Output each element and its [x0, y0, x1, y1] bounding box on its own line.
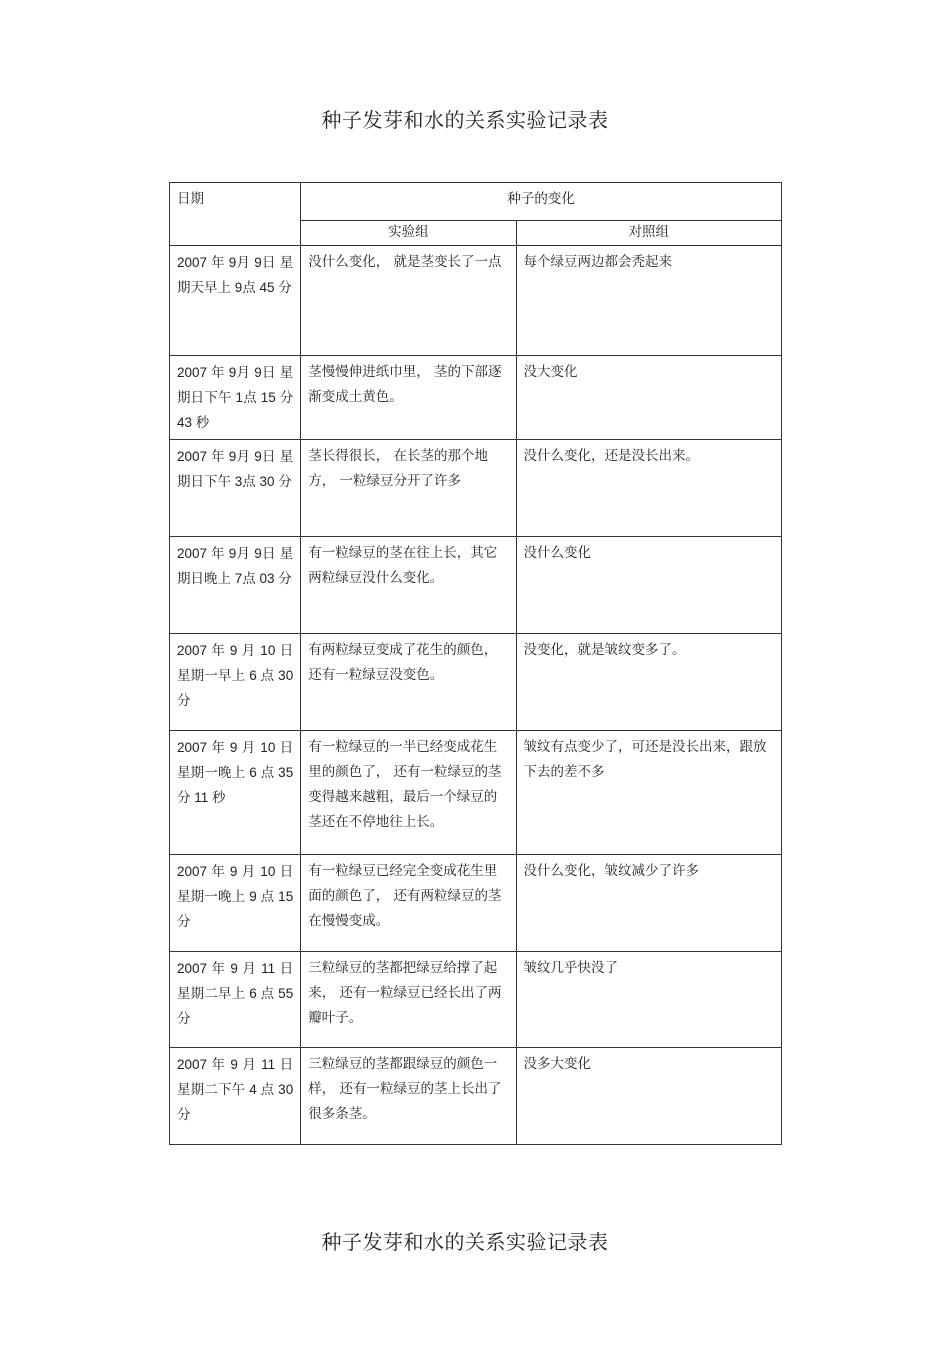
row-date: 2007 年 9月 9日 星期日晚上 7点 03 分 — [170, 537, 301, 634]
row-experimental: 茎慢慢伸进纸巾里， 茎的下部逐渐变成土黄色。 — [301, 356, 516, 440]
header-control-group: 对照组 — [516, 221, 781, 246]
table-row — [170, 731, 782, 855]
table-row — [170, 246, 782, 356]
row-date: 2007 年 9 月 11 日星期二下午 4 点 30 分 — [170, 1048, 301, 1145]
header-seed-changes: 种子的变化 — [301, 183, 782, 221]
table-row — [170, 952, 782, 1048]
table-row — [170, 537, 782, 634]
row-experimental: 三粒绿豆的茎都把绿豆给撑了起来， 还有一粒绿豆已经长出了两瓣叶子。 — [301, 952, 516, 1048]
row-control: 皱纹几乎快没了 — [516, 952, 781, 1048]
table-row — [170, 440, 782, 537]
row-date: 2007 年 9月 9日 星期天早上 9点 45 分 — [170, 246, 301, 356]
row-control: 没多大变化 — [516, 1048, 781, 1145]
table-row — [170, 855, 782, 952]
row-experimental: 茎长得很长， 在长茎的那个地方， 一粒绿豆分开了许多 — [301, 440, 516, 537]
row-experimental: 有两粒绿豆变成了花生的颜色，还有一粒绿豆没变色。 — [301, 634, 516, 731]
header-date: 日期 — [170, 183, 301, 246]
row-experimental: 有一粒绿豆的茎在往上长，其它两粒绿豆没什么变化。 — [301, 537, 516, 634]
table-row — [170, 634, 782, 731]
row-date: 2007 年 9 月 10 日星期一晚上 9 点 15 分 — [170, 855, 301, 952]
row-date: 2007 年 9 月 10 日星期一晚上 6 点 35 分 11 秒 — [170, 731, 301, 855]
table-row — [170, 356, 782, 440]
row-experimental: 有一粒绿豆已经完全变成花生里面的颜色了， 还有两粒绿豆的茎在慢慢变成。 — [301, 855, 516, 952]
row-control: 没什么变化，还是没长出来。 — [516, 440, 781, 537]
header-experimental-group: 实验组 — [301, 221, 516, 246]
table-header-row — [170, 183, 782, 221]
row-experimental: 有一粒绿豆的一半已经变成花生里的颜色了， 还有一粒绿豆的茎变得越来越粗，最后一个绿豆的茎还在不停地往上长。 — [301, 731, 516, 855]
row-control: 没什么变化，皱纹减少了许多 — [516, 855, 781, 952]
row-experimental: 三粒绿豆的茎都跟绿豆的颜色一样， 还有一粒绿豆的茎上长出了很多条茎。 — [301, 1048, 516, 1145]
page-title: 种子发芽和水的关系实验记录表 — [321, 108, 609, 132]
footer-title: 种子发芽和水的关系实验记录表 — [321, 1230, 609, 1254]
row-date: 2007 年 9月 9日 星期日下午 1点 15 分 43 秒 — [170, 356, 301, 440]
row-control: 皱纹有点变少了，可还是没长出来，跟放下去的差不多 — [516, 731, 781, 855]
row-date: 2007 年 9 月 11 日星期二早上 6 点 55 分 — [170, 952, 301, 1048]
table-row — [170, 1048, 782, 1145]
row-control: 每个绿豆两边都会秃起来 — [516, 246, 781, 356]
row-control: 没什么变化 — [516, 537, 781, 634]
record-table — [169, 182, 782, 1145]
row-control: 没大变化 — [516, 356, 781, 440]
row-experimental: 没什么变化， 就是茎变长了一点 — [301, 246, 516, 356]
row-control: 没变化，就是皱纹变多了。 — [516, 634, 781, 731]
row-date: 2007 年 9月 9日 星期日下午 3点 30 分 — [170, 440, 301, 537]
row-date: 2007 年 9 月 10 日星期一早上 6 点 30 分 — [170, 634, 301, 731]
